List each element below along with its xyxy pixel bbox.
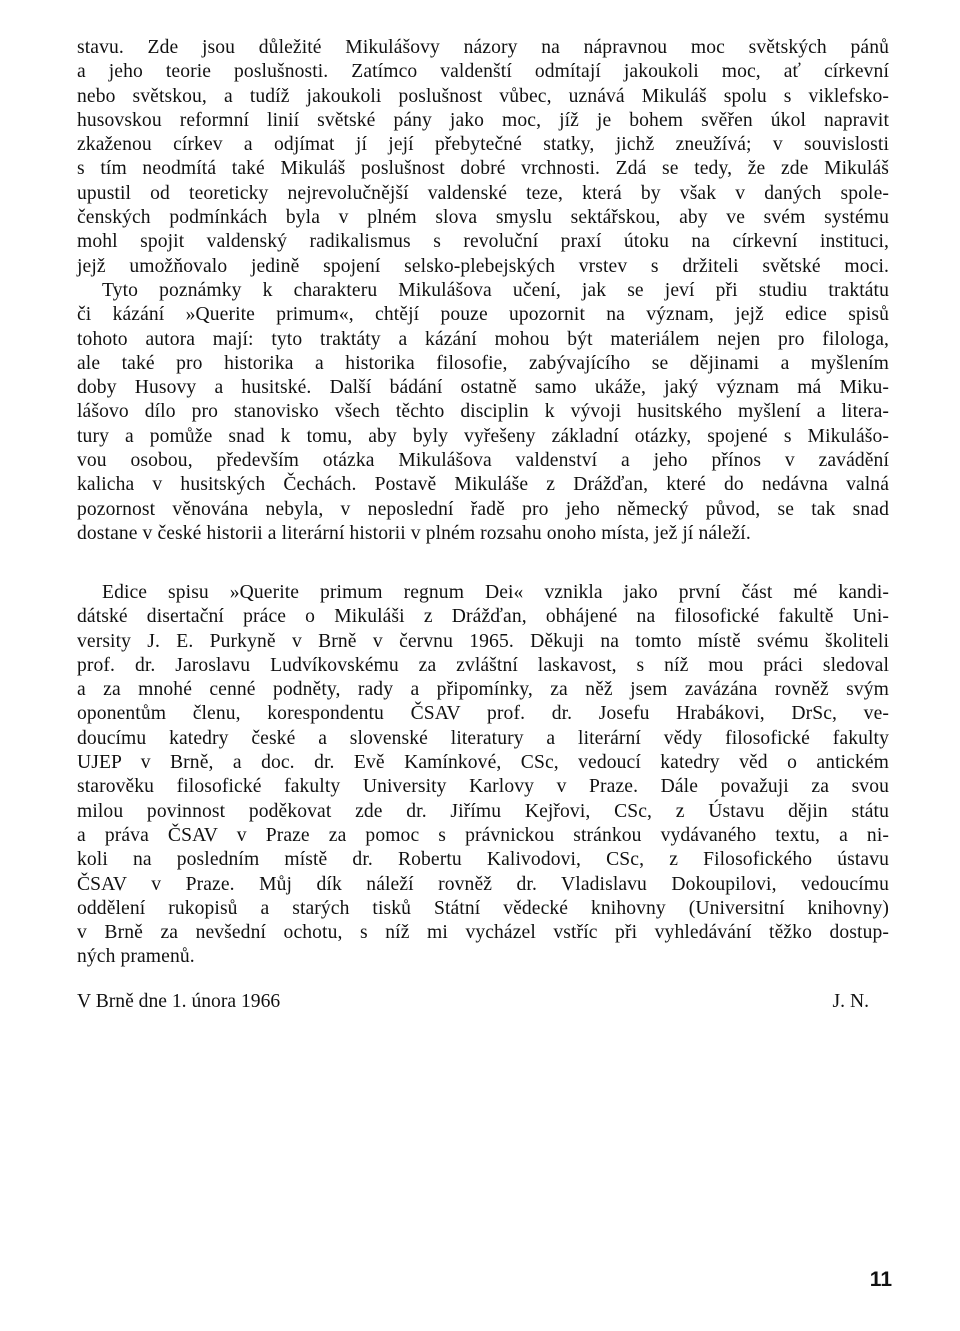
text-line: či kázání »Querite primum«, chtějí pouze upozornit na význam, jejž edice spisů (77, 304, 889, 326)
text-line: a jeho teorie poslušnosti. Zatímco valdenští odmítají jakoukoli moc, ať církevní (77, 61, 889, 83)
text-line: mohl spojit valdenský radikalismus s revoluční praxí útoku na církevní instituci, (77, 231, 889, 253)
text-line: doby Husovy a husitské. Další bádání ostatně samo ukáže, jaký význam má Miku- (77, 377, 889, 399)
text-line: vou osobou, především otázka Mikulášova valdenství a jeho přínos v zavádění (77, 450, 889, 472)
text-line: jejž umožňovalo jedině spojení selsko-plebejských vrstev s držiteli světské moci. (77, 255, 889, 277)
signoff-initials: J. N. (832, 991, 869, 1012)
text-line: ných pramenů. (77, 946, 195, 968)
text-line: dátské disertační práce o Mikuláši z Drážďan, obhájené na filosofické fakultě Uni- (77, 606, 889, 628)
text-line: nebo světskou, a tudíž jakoukoli poslušnost vůbec, uznává Mikuláš spolu s viklefsko- (77, 85, 889, 107)
text-line: tury a pomůže snad k tomu, aby byly vyřešeny základní otázky, spojené s Mikulášo- (77, 425, 889, 447)
text-line: prof. dr. Jaroslavu Ludvíkovskému za zvláštní laskavost, s níž mou práci sledoval (77, 654, 889, 676)
text-line: husovskou reformní linií světské pány jako moc, jíž je bohem svěřen úkol napravit (77, 109, 889, 131)
text-line: Edice spisu »Querite primum regnum Dei« vznikla jako první část mé kandi- (102, 582, 889, 603)
paragraph-2 (77, 581, 889, 970)
text-line: milou povinnost poděkovat zde dr. Jiřímu Kejřovi, CSc, z Ústavu dějin státu (77, 800, 889, 822)
text-line: dostane v české historii a literární historii v plném rozsahu onoho místa, jež jí náleží. (77, 522, 751, 544)
text-line: ale také pro historika a historika filosofie, zabývajícího se dějinami a myšlením (77, 352, 889, 374)
text-line: oponentům členu, korespondentu ČSAV prof. dr. Josefu Hrabákovi, DrSc, ve- (77, 703, 889, 725)
text-line: koli na posledním místě dr. Robertu Kalivodovi, CSc, z Filosofického ústavu (77, 849, 889, 871)
text-line: stavu. Zde jsou důležité Mikulášovy názory na nápravnou moc světských pánů (77, 37, 889, 58)
text-line: oddělení rukopisů a starých tisků Státní vědecké knihovny (Universitní knihovny) (77, 897, 889, 919)
text-line: v Brně za nevšední ochotu, s níž mi vycházel vstříc při vyhledávání těžko dostup- (77, 922, 889, 944)
text-line: pozornost věnována nebyla, v neposlední řadě pro jeho německý původ, se tak snad (77, 498, 889, 520)
text-line: doucímu katedry české a slovenské literatury a literární vědy filosofické fakulty (77, 727, 889, 749)
text-line: a za mnohé cenné podněty, rady a připomínky, za něž jsem zavázána rovněž svým (77, 679, 889, 701)
text-line: UJEP v Brně, a doc. dr. Evě Kamínkové, CSc, vedoucí katedry věd o antickém (77, 752, 889, 774)
text-line: Tyto poznámky k charakteru Mikulášova učení, jak se jeví při studiu traktátu (102, 279, 889, 301)
text-line: kalicha v husitských Čechách. Postavě Mikuláše z Drážďan, které do nedávna valná (77, 474, 889, 496)
page-number: 11 (869, 1268, 892, 1291)
text-line: lášovo dílo pro stanovisko všech těchto disciplin k vývoji husitského myšlení a litera- (77, 401, 889, 423)
text-line: upustil od teoreticky nejrevolučnější valdenské teze, která by však v daných spole- (77, 182, 889, 204)
text-line: zkaženou církev a odjímat jí její přebytečné statky, jichž zneužívá; v souvislosti (77, 134, 889, 156)
text-line: ČSAV v Praze. Můj dík náleží rovněž dr. Vladislavu Dokoupilovi, vedoucímu (77, 873, 889, 895)
signoff-date: V Brně dne 1. února 1966 (77, 991, 281, 1012)
text-line: a práva ČSAV v Praze za pomoc s právnickou stránkou vydávaného textu, a ni- (77, 824, 889, 846)
text-line: s tím neodmítá také Mikuláš poslušnost dobré vrchnosti. Zdá se tedy, že zde Mikuláš (77, 158, 889, 180)
text-line: tohoto autora mají: tyto traktáty a kázání mohou být materiálem nejen pro filologa, (77, 328, 889, 350)
text-line: versity J. E. Purkyně v Brně v červnu 1965. Děkuji na tomto místě svému školiteli (77, 630, 889, 652)
paragraph-1 (77, 36, 889, 546)
text-line: čenských podmínkách byla v plném slova smyslu sektářskou, aby ve svém systému (77, 207, 889, 229)
text-line: starověku filosofické fakulty University Karlovy v Praze. Dále považuji za svou (77, 776, 889, 798)
